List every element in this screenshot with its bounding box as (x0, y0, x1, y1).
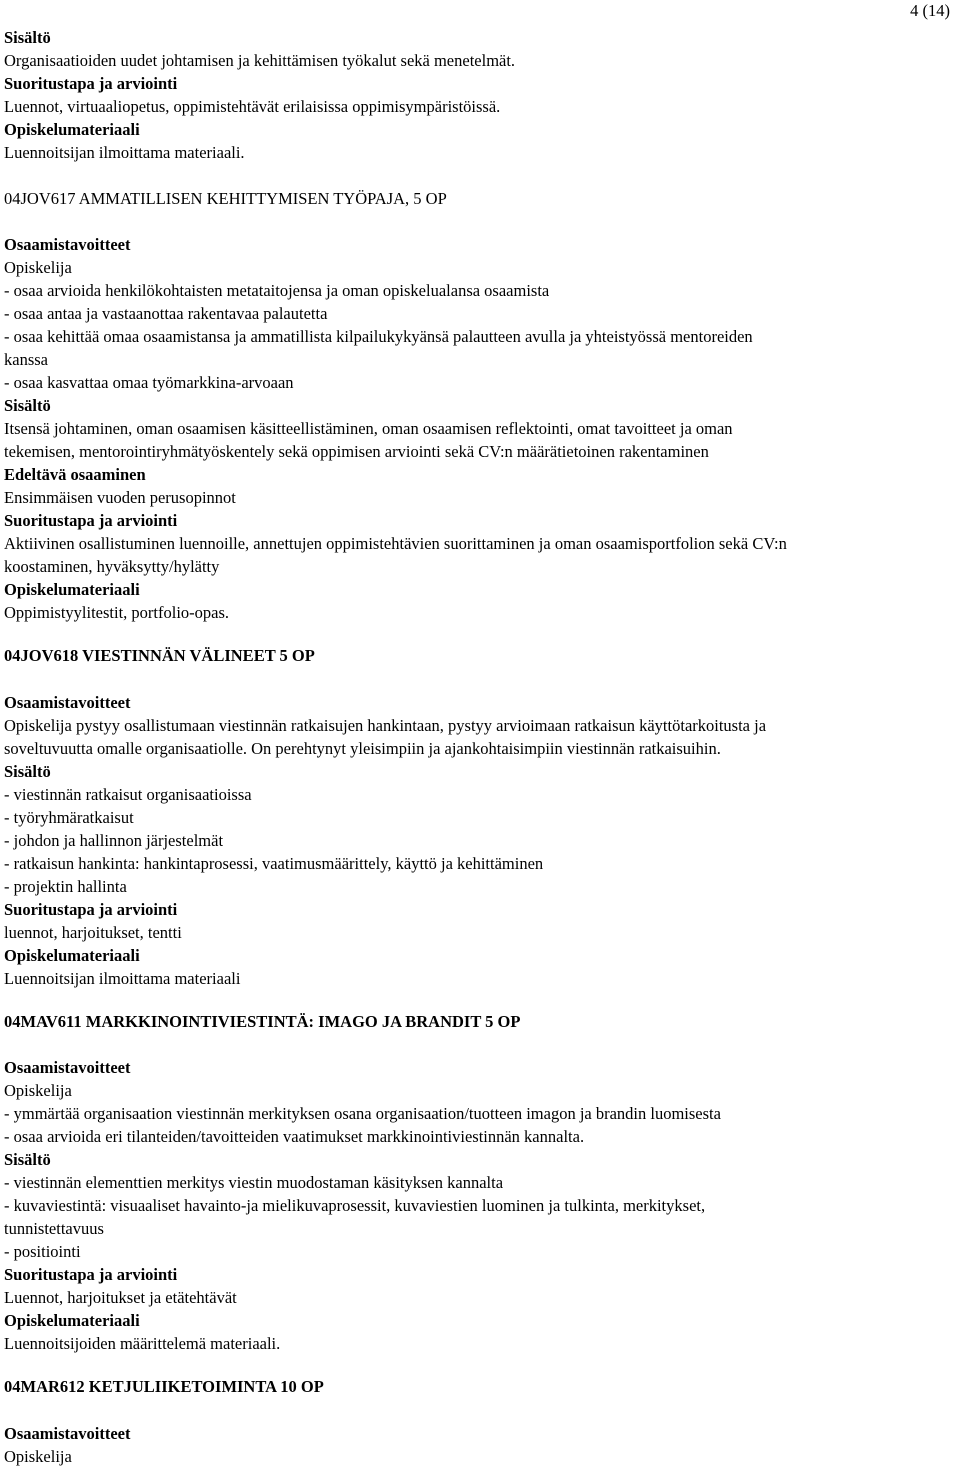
section-heading: Sisältö (4, 1150, 51, 1169)
body-text-line: Organisaatioiden uudet johtamisen ja kehittämisen työkalut sekä menetelmät. (4, 51, 516, 70)
body-text-line: kanssa (4, 350, 48, 369)
section-heading: Opiskelumateriaali (4, 120, 140, 139)
body-text-line: Luennot, virtuaaliopetus, oppimistehtävät erilaisissa oppimisympäristöissä. (4, 97, 501, 116)
body-text-line: Luennot, harjoitukset ja etätehtävät (4, 1288, 237, 1307)
section-heading: 04JOV618 VIESTINNÄN VÄLINEET 5 OP (4, 646, 315, 665)
body-text-line: - osaa antaa ja vastaanottaa rakentavaa palautetta (4, 304, 328, 323)
section-heading: Edeltävä osaaminen (4, 465, 146, 484)
body-text-line: - osaa kasvattaa omaa työmarkkina-arvoaan (4, 373, 294, 392)
body-text-line: - ratkaisun hankinta: hankintaprosessi, vaatimusmäärittely, käyttö ja kehittäminen (4, 854, 544, 873)
body-text-line: tunnistettavuus (4, 1219, 104, 1238)
body-text-line: Aktiivinen osallistuminen luennoille, annettujen oppimistehtävien suorittaminen ja oman osaamisportfolion sekä CV:n (4, 534, 787, 553)
body-text-line: soveltuvuutta omalle organisaatiolle. On perehtynyt yleisimpiin ja ajankohtaisimpiin viestinnän ratkaisuihin. (4, 739, 721, 758)
section-heading: Osaamistavoitteet (4, 1058, 131, 1077)
section-heading: Suoritustapa ja arviointi (4, 900, 178, 919)
body-text-line: - osaa kehittää omaa osaamistansa ja ammatillista kilpailukykyänsä palautteen avulla ja yhteistyössä mentoreiden (4, 327, 753, 346)
section-heading: Sisältö (4, 28, 51, 47)
section-heading: Osaamistavoitteet (4, 693, 131, 712)
section-heading: Suoritustapa ja arviointi (4, 1265, 178, 1284)
body-text-line: - työryhmäratkaisut (4, 808, 134, 827)
body-text-line: luennot, harjoitukset, tentti (4, 923, 182, 942)
body-text-line: - ymmärtää organisaation viestinnän merkityksen osana organisaation/tuotteen imagon ja brandin luomisesta (4, 1104, 721, 1123)
body-text-line: 04JOV617 AMMATILLISEN KEHITTYMISEN TYÖPAJA, 5 OP (4, 189, 447, 208)
body-text-line: Opiskelija (4, 258, 72, 277)
body-text-line: Oppimistyylitestit, portfolio-opas. (4, 603, 230, 622)
section-heading: 04MAV611 MARKKINOINTIVIESTINTÄ: IMAGO JA BRANDIT 5 OP (4, 1012, 521, 1031)
body-text-line: - osaa arvioida henkilökohtaisten metataitojensa ja oman opiskelualansa osaamista (4, 281, 550, 300)
section-heading: Osaamistavoitteet (4, 235, 131, 254)
section-heading: Opiskelumateriaali (4, 946, 140, 965)
body-text-line: - viestinnän ratkaisut organisaatioissa (4, 785, 252, 804)
body-text-line: Ensimmäisen vuoden perusopinnot (4, 488, 236, 507)
section-heading: Suoritustapa ja arviointi (4, 511, 178, 530)
body-text-line: - projektin hallinta (4, 877, 127, 896)
body-text-line: Luennoitsijan ilmoittama materiaali (4, 969, 241, 988)
section-heading: Opiskelumateriaali (4, 580, 140, 599)
body-text-line: Opiskelija (4, 1081, 72, 1100)
body-text-line: Luennoitsijoiden määrittelemä materiaali. (4, 1334, 281, 1353)
body-text-line: Itsensä johtaminen, oman osaamisen käsitteellistäminen, oman osaamisen reflektointi, omat tavoitteet ja oman (4, 419, 733, 438)
body-text-line: - osaa arvioida eri tilanteiden/tavoitteiden vaatimukset markkinointiviestinnän kannalta. (4, 1127, 585, 1146)
body-text-line: koostaminen, hyväksytty/hylätty (4, 557, 220, 576)
section-heading: Sisältö (4, 396, 51, 415)
page-number: 4 (14) (910, 1, 950, 20)
body-text-line: - kuvaviestintä: visuaaliset havainto-ja mielikuvaprosessit, kuvaviestien luominen ja tulkinta, merkitykset, (4, 1196, 706, 1215)
body-text-line: - viestinnän elementtien merkitys viestin muodostaman käsityksen kannalta (4, 1173, 504, 1192)
section-heading: 04MAR612 KETJULIIKETOIMINTA 10 OP (4, 1377, 324, 1396)
body-text-line: - johdon ja hallinnon järjestelmät (4, 831, 224, 850)
body-text-line: tekemisen, mentorointiryhmätyöskentely sekä oppimisen arviointi sekä CV:n määrätietoinen rakentaminen (4, 442, 709, 461)
section-heading: Suoritustapa ja arviointi (4, 74, 178, 93)
section-heading: Sisältö (4, 762, 51, 781)
body-text-line: Luennoitsijan ilmoittama materiaali. (4, 143, 245, 162)
section-heading: Opiskelumateriaali (4, 1311, 140, 1330)
body-text-line: Opiskelija (4, 1447, 72, 1466)
body-text-line: - positiointi (4, 1242, 81, 1261)
body-text-line: Opiskelija pystyy osallistumaan viestinnän ratkaisujen hankintaan, pystyy arvioimaan ratkaisun käyttötarkoitusta ja (4, 716, 767, 735)
section-heading: Osaamistavoitteet (4, 1424, 131, 1443)
